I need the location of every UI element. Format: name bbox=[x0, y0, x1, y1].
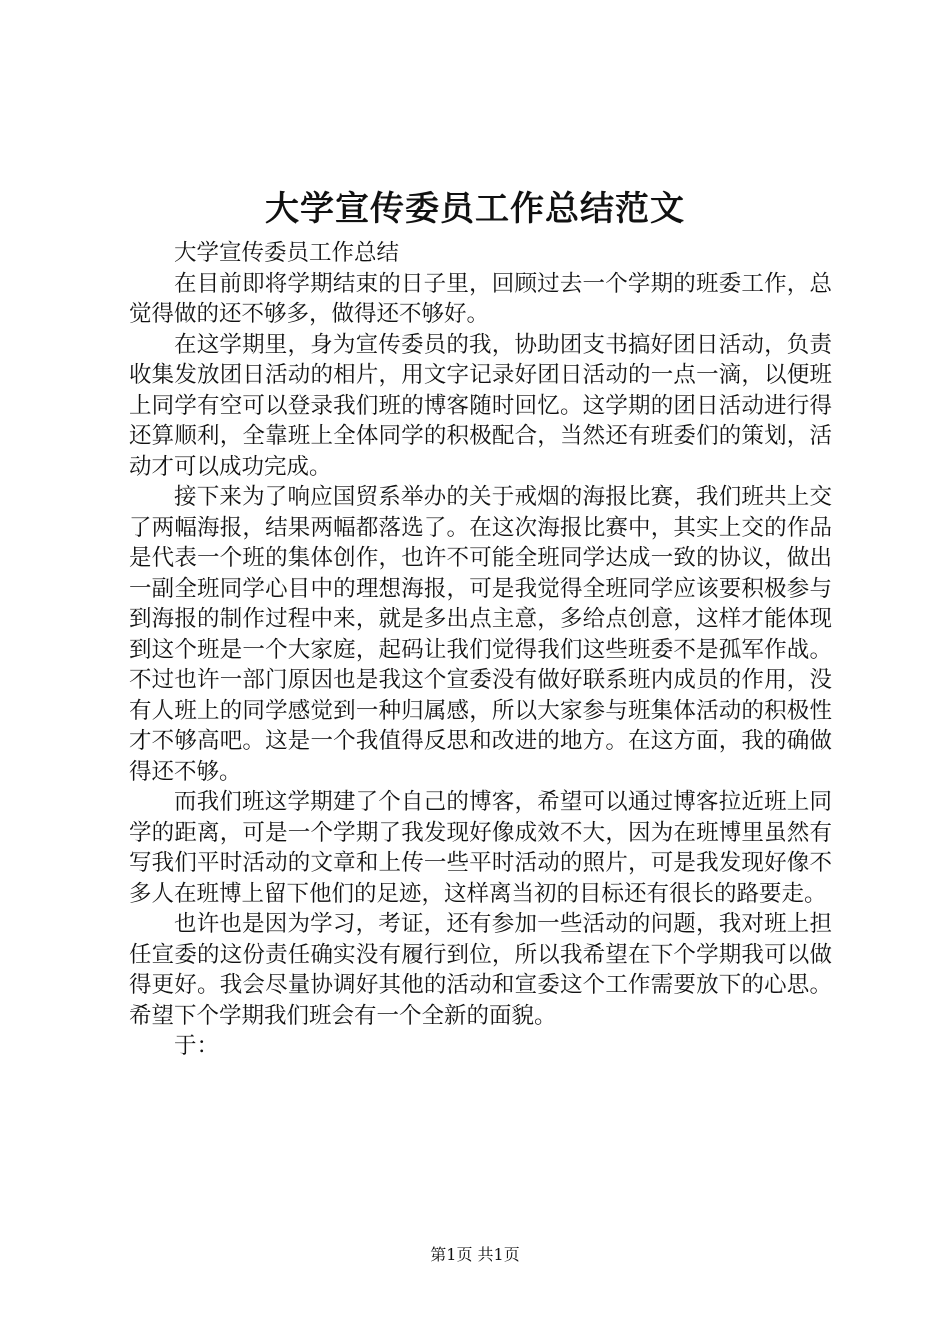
body-paragraph: 接下来为了响应国贸系举办的关于戒烟的海报比赛，我们班共上交了两幅海报，结果两幅都落选了。在这次海报比赛中，其实上交的作品是代表一个班的集体创作，也许不可能全班同学达成一致的协议，做出一副全班同学心目中的理想海报，可是我觉得全班同学应该要积极参与到海报的制作过程中来，就是多出点主意，多给点创意，这样才能体现到这个班是一个大家庭，起码让我们觉得我们这些班委不是孤军作战。不过也许一部门原因也是我这个宣委没有做好联系班内成员的作用，没有人班上的同学感觉到一种归属感，所以大家参与班集体活动的积极性才不够高吧。这是一个我值得反思和改进的地方。在这方面，我的确做得还不够。 bbox=[129, 484, 832, 785]
subtitle-paragraph: 大学宣传委员工作总结 bbox=[174, 240, 400, 266]
page-number-footer: 第1页 共1页 bbox=[430, 1245, 520, 1264]
body-paragraph: 也许也是因为学习，考证，还有参加一些活动的问题，我对班上担任宣委的这份责任确实没有履行到位，所以我希望在下个学期我可以做得更好。我会尽量协调好其他的活动和宣委这个工作需要放下的心思。希望下个学期我们班会有一个全新的面貌。 bbox=[129, 911, 832, 1029]
body-paragraph: 在目前即将学期结束的日子里，回顾过去一个学期的班委工作，总觉得做的还不够多，做得还不够好。 bbox=[129, 270, 832, 327]
document-title: 大学宣传委员工作总结范文 bbox=[265, 189, 685, 229]
body-paragraph: 在这学期里，身为宣传委员的我，协助团支书搞好团日活动，负责收集发放团日活动的相片，用文字记录好团日活动的一点一滴，以便班上同学有空可以登录我们班的博客随时回忆。这学期的团日活动进行得还算顺利，全靠班上全体同学的积极配合，当然还有班委们的策划，活动才可以成功完成。 bbox=[129, 331, 832, 480]
closing-paragraph: 于： bbox=[174, 1033, 220, 1059]
document-body bbox=[129, 238, 832, 1062]
body-paragraph: 而我们班这学期建了个自己的博客，希望可以通过博客拉近班上同学的距离，可是一个学期了我发现好像成效不大，因为在班博里虽然有写我们平时活动的文章和上传一些平时活动的照片，可是我发现好像不多人在班博上留下他们的足迹，这样离当初的目标还有很长的路要走。 bbox=[129, 789, 832, 907]
